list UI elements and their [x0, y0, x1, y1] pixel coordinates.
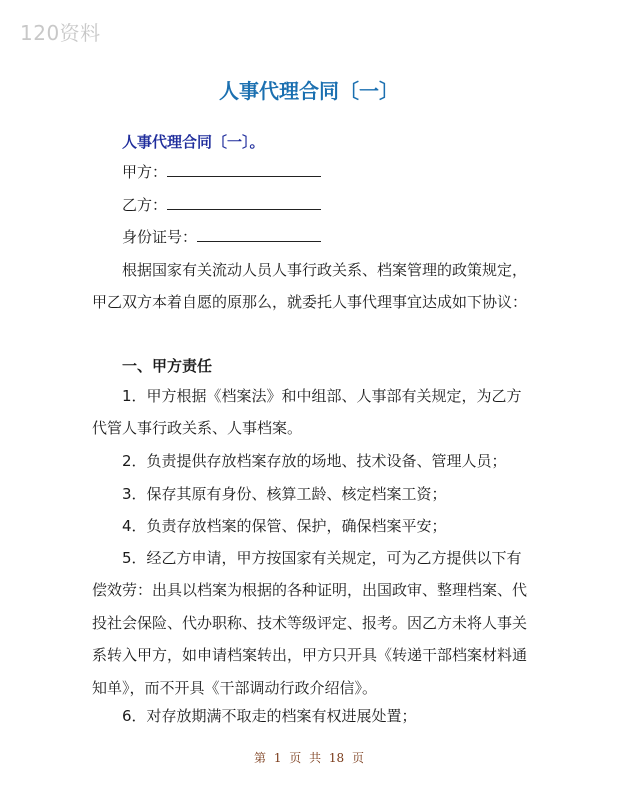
id-number-blank	[197, 225, 321, 242]
clause-item: 5．经乙方申请，甲方按国家有关规定，可为乙方提供以下有偿效劳：出具以档案为根据的各种证明，出国政审、整理档案、代投社会保险、代办职称、技术等级评定、报考。因乙方未将人事关系转入甲方，如申请档案转出，甲方只开具《转递干部档案材料通知单》，而不开具《干部调动行政介绍信》。	[92, 549, 528, 697]
party-b-field	[122, 193, 321, 215]
clause-item: 1．甲方根据《档案法》和中组部、人事部有关规定，为乙方代管人事行政关系、人事档案。	[92, 387, 522, 438]
document-title: 人事代理合同〔一〕	[219, 79, 399, 103]
clause-item: 3．保存其原有身份、核算工龄、核定档案工资；	[122, 485, 447, 503]
party-a-field	[122, 160, 321, 182]
party-a-blank	[167, 160, 321, 177]
document-subtitle: 人事代理合同〔一〕。	[122, 133, 265, 151]
clause-item: 4．负责存放档案的保管、保护，确保档案平安；	[122, 517, 447, 535]
party-a-label: 甲方：	[122, 163, 168, 181]
party-b-label: 乙方：	[122, 196, 168, 214]
clause-item: 6．对存放期满不取走的档案有权进展处置；	[122, 707, 417, 725]
intro-paragraph: 根据国家有关流动人员人事行政关系、档案管理的政策规定，甲乙双方本着自愿的原那么，就委托人事代理事宜达成如下协议：	[92, 261, 528, 312]
id-number-label: 身份证号：	[122, 228, 198, 246]
id-number-field	[122, 225, 321, 247]
party-b-blank	[167, 193, 321, 210]
watermark: 120资料	[20, 21, 101, 45]
clause-item: 2．负责提供存放档案存放的场地、技术设备、管理人员；	[122, 452, 507, 470]
page-footer: 第 1 页 共 18 页	[254, 751, 364, 765]
section-heading: 一、甲方责任	[122, 357, 213, 375]
